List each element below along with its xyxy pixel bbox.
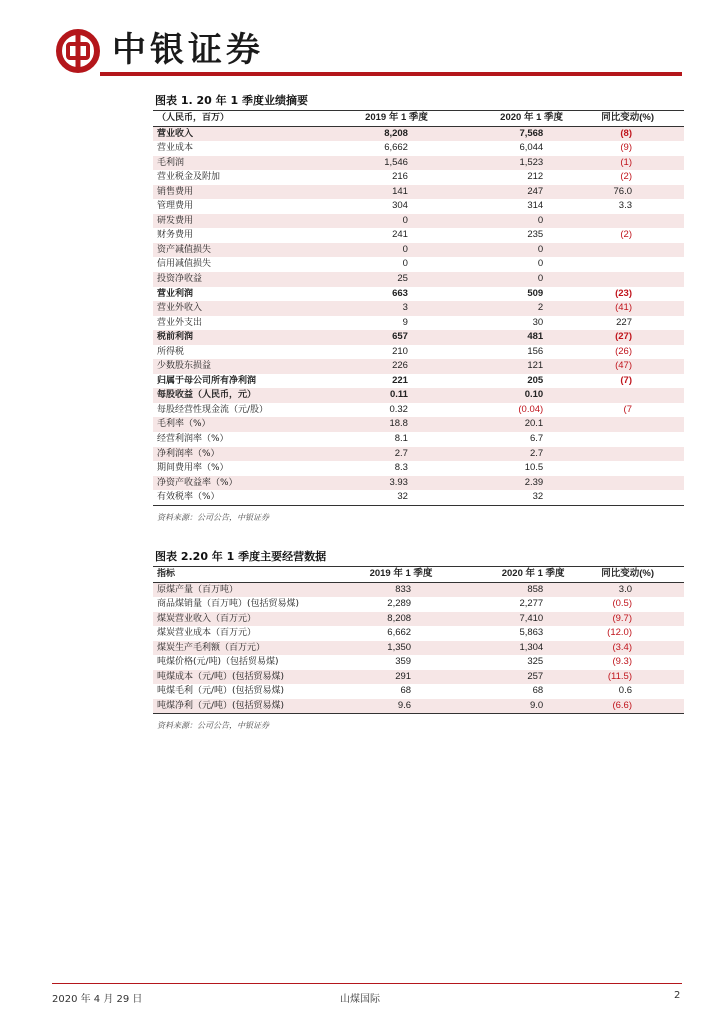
value-2019q1: 3 [329, 301, 464, 316]
row-label: 吨煤成本（元/吨）(包括贸易煤) [153, 670, 335, 685]
yoy-change: (1) [599, 156, 684, 171]
table-row [153, 388, 684, 403]
row-label: 净资产收益率（%） [153, 476, 329, 491]
footer-company: 山煤国际 [340, 994, 380, 1005]
yoy-change: (27) [599, 330, 684, 345]
yoy-change: (41) [599, 301, 684, 316]
column-header: 2019 年 1 季度 [335, 567, 467, 583]
value-2019q1: 0 [402, 258, 408, 270]
value-2019q1: 359 [395, 656, 412, 668]
table-row [153, 447, 684, 462]
table-row [153, 432, 684, 447]
yoy-change [599, 257, 684, 272]
table-row [153, 597, 684, 612]
row-label: 归属于母公司所有净利润 [157, 375, 257, 386]
yoy-change [599, 272, 684, 287]
value-2019q1: 3.93 [329, 476, 464, 491]
value-2019q1: 241 [392, 229, 408, 241]
table-row [153, 243, 684, 258]
value-2019q1: 216 [392, 171, 408, 183]
value-2019q1: 141 [329, 185, 464, 200]
value-2019q1: 0 [329, 214, 464, 229]
row-label: 营业税金及附加 [157, 172, 221, 183]
yoy-change [599, 388, 684, 403]
row-label: 研发费用 [153, 214, 329, 229]
value-2019q1: 6,662 [384, 142, 408, 154]
table-row [153, 476, 684, 491]
table-header-row [153, 111, 684, 127]
table-row [153, 655, 684, 670]
table-row [153, 699, 684, 714]
value-2019q1: 18.8 [329, 417, 464, 432]
table1-source: 资料来源：公司公告，中银证券 [157, 513, 269, 522]
table2-source: 资料来源：公司公告，中银证券 [157, 721, 269, 730]
value-2020q1: 2,277 [519, 598, 544, 610]
table-row [153, 330, 684, 345]
row-label: 营业利润 [157, 288, 194, 299]
table-row [153, 684, 684, 699]
value-2020q1: 247 [464, 185, 599, 200]
yoy-change: (26) [615, 345, 632, 357]
value-2020q1: 0 [464, 272, 599, 287]
value-2019q1: 0.11 [329, 388, 464, 403]
table-row [153, 272, 684, 287]
row-label: 吨煤毛利（元/吨）(包括贸易煤) [157, 686, 285, 697]
yoy-change: (6.6) [599, 699, 684, 714]
row-label: 所得税 [157, 346, 185, 357]
table-row [153, 156, 684, 171]
value-2020q1: 1,523 [464, 156, 599, 171]
yoy-change: (47) [599, 359, 684, 374]
value-2019q1: 226 [329, 359, 464, 374]
yoy-change: (12.0) [607, 627, 632, 639]
yoy-change [599, 490, 684, 505]
yoy-change: (7 [623, 403, 632, 415]
value-2020q1: 257 [467, 670, 599, 685]
value-2020q1: 0 [464, 214, 599, 229]
column-header: 同比变动(%) [599, 567, 684, 583]
yoy-change: 76.0 [599, 185, 684, 200]
value-2019q1: 6,662 [387, 627, 412, 639]
page-header [52, 22, 682, 74]
value-2019q1: 1,546 [329, 156, 464, 171]
column-header: （人民币，百万） [153, 111, 329, 127]
value-2019q1: 304 [392, 200, 408, 212]
table-row [153, 670, 684, 685]
yoy-change: (2) [620, 229, 632, 241]
value-2019q1: 833 [335, 582, 467, 597]
table-row [153, 403, 684, 418]
value-2020q1: 10.5 [524, 462, 544, 474]
yoy-change [599, 447, 684, 462]
value-2019q1: 0.32 [389, 403, 408, 415]
earnings-summary-table [153, 110, 684, 506]
row-label: 煤炭营业收入（百万元） [153, 612, 335, 627]
row-label: 毛利润 [153, 156, 329, 171]
row-label: 营业收入 [153, 126, 329, 141]
table-row [153, 199, 684, 214]
row-label: 投资净收益 [153, 272, 329, 287]
value-2019q1: 663 [392, 287, 408, 299]
value-2019q1: 0 [329, 243, 464, 258]
table-row [153, 185, 684, 200]
yoy-change: (8) [599, 126, 684, 141]
row-label: 期间费用率（%） [157, 463, 229, 474]
value-2020q1: 7,410 [467, 612, 599, 627]
value-2020q1: 0 [464, 243, 599, 258]
table-row [153, 582, 684, 597]
table-row [153, 626, 684, 641]
table-row [153, 461, 684, 476]
value-2019q1: 9 [402, 316, 408, 328]
yoy-change: (9) [620, 142, 632, 154]
row-label: 少数股东损益 [153, 359, 329, 374]
row-label: 有效税率（%） [153, 490, 329, 505]
yoy-change: (9.3) [612, 656, 632, 668]
brand-name: 中银证券 [112, 30, 264, 70]
row-label: 资产减值损失 [153, 243, 329, 258]
operating-data-table [153, 566, 684, 714]
value-2019q1: 657 [329, 330, 464, 345]
row-label: 营业成本 [157, 143, 194, 154]
footer-date: 2020 年 4 月 29 日 [52, 994, 143, 1005]
row-label: 商品煤销量（百万吨）(包括贸易煤) [157, 599, 300, 610]
table-row [153, 126, 684, 141]
column-header: 指标 [153, 567, 335, 583]
value-2019q1: 210 [392, 345, 408, 357]
row-label: 信用减值损失 [157, 259, 212, 270]
row-label: 毛利率（%） [153, 417, 329, 432]
value-2019q1: 8.1 [394, 433, 408, 445]
value-2019q1: 8,208 [335, 612, 467, 627]
table1-title: 图表 1. 20 年 1 季度业绩摘要 [155, 94, 308, 107]
footer-divider [52, 983, 682, 984]
yoy-change: 3.0 [599, 582, 684, 597]
page-number: 2 [674, 990, 681, 1001]
row-label: 煤炭生产毛利额（百万元） [153, 641, 335, 656]
yoy-change [599, 417, 684, 432]
value-2020q1: 7,568 [464, 126, 599, 141]
yoy-change [599, 243, 684, 258]
table-row [153, 287, 684, 302]
value-2020q1: 68 [532, 685, 544, 697]
value-2020q1: 30 [532, 316, 544, 328]
header-divider [100, 72, 682, 76]
value-2020q1: 156 [527, 345, 544, 357]
yoy-change: (2) [620, 171, 632, 183]
table-row [153, 170, 684, 185]
value-2019q1: 25 [329, 272, 464, 287]
table-row [153, 214, 684, 229]
row-label: 财务费用 [157, 230, 194, 241]
row-label: 管理费用 [157, 201, 194, 212]
column-header: 2019 年 1 季度 [329, 111, 464, 127]
table-row [153, 301, 684, 316]
value-2020q1: 325 [527, 656, 544, 668]
table-row [153, 417, 684, 432]
column-header: 2020 年 1 季度 [467, 567, 599, 583]
table-row [153, 257, 684, 272]
value-2020q1: (0.04) [518, 403, 544, 415]
yoy-change: 3.3 [618, 200, 632, 212]
value-2019q1: 68 [400, 685, 412, 697]
row-label: 原煤产量（百万吨） [153, 582, 335, 597]
value-2019q1: 221 [392, 374, 408, 386]
yoy-change [599, 476, 684, 491]
yoy-change: (0.5) [612, 598, 632, 610]
row-label: 每股经营性现金流（元/股） [157, 404, 269, 415]
yoy-change [599, 432, 684, 447]
row-label: 税前利润 [153, 330, 329, 345]
value-2020q1: 0.10 [464, 388, 599, 403]
value-2020q1: 20.1 [464, 417, 599, 432]
row-label: 营业外支出 [157, 317, 203, 328]
yoy-change: 0.6 [618, 685, 632, 697]
row-label: 吨煤净利（元/吨）(包括贸易煤) [153, 699, 335, 714]
value-2020q1: 32 [464, 490, 599, 505]
value-2020q1: 2.7 [464, 447, 599, 462]
row-label: 吨煤价格(元/吨)（包括贸易煤) [157, 657, 279, 668]
yoy-change [599, 214, 684, 229]
row-label: 营业外收入 [153, 301, 329, 316]
value-2019q1: 8,208 [329, 126, 464, 141]
value-2020q1: 314 [527, 200, 544, 212]
table-row [153, 374, 684, 389]
value-2020q1: 6.7 [530, 433, 544, 445]
row-label: 每股收益（人民币，元） [153, 388, 329, 403]
value-2020q1: 481 [464, 330, 599, 345]
value-2019q1: 9.6 [335, 699, 467, 714]
table-row [153, 641, 684, 656]
table-row [153, 612, 684, 627]
value-2019q1: 2,289 [387, 598, 412, 610]
table-row [153, 316, 684, 331]
value-2019q1: 291 [335, 670, 467, 685]
value-2020q1: 509 [527, 287, 544, 299]
column-header: 2020 年 1 季度 [464, 111, 599, 127]
value-2020q1: 235 [527, 229, 544, 241]
yoy-change: (3.4) [599, 641, 684, 656]
yoy-change: 227 [616, 316, 632, 328]
table-row [153, 345, 684, 360]
value-2020q1: 6,044 [519, 142, 544, 154]
value-2020q1: 5,863 [519, 627, 544, 639]
yoy-change: (7) [620, 374, 632, 386]
table-row [153, 359, 684, 374]
value-2020q1: 205 [527, 374, 544, 386]
row-label: 经营利润率（%） [157, 434, 229, 445]
value-2020q1: 9.0 [467, 699, 599, 714]
column-header: 同比变动(%) [599, 111, 684, 127]
yoy-change: (9.7) [599, 612, 684, 627]
row-label: 销售费用 [153, 185, 329, 200]
value-2020q1: 121 [464, 359, 599, 374]
bank-of-china-logo-icon [55, 28, 101, 74]
value-2019q1: 32 [329, 490, 464, 505]
table-row [153, 228, 684, 243]
value-2020q1: 2 [464, 301, 599, 316]
value-2019q1: 1,350 [335, 641, 467, 656]
value-2019q1: 8.3 [394, 462, 408, 474]
table-row [153, 141, 684, 156]
value-2020q1: 1,304 [467, 641, 599, 656]
yoy-change [599, 461, 684, 476]
yoy-change: (23) [615, 287, 632, 299]
value-2020q1: 212 [527, 171, 544, 183]
row-label: 煤炭营业成本（百万元） [157, 628, 257, 639]
value-2020q1: 2.39 [464, 476, 599, 491]
value-2020q1: 0 [537, 258, 544, 270]
table2-title: 图表 2.20 年 1 季度主要经营数据 [155, 550, 327, 563]
row-label: 净利润率（%） [153, 447, 329, 462]
yoy-change: (11.5) [599, 670, 684, 685]
table-row [153, 490, 684, 505]
value-2020q1: 858 [467, 582, 599, 597]
table-header-row [153, 567, 684, 583]
value-2019q1: 2.7 [329, 447, 464, 462]
